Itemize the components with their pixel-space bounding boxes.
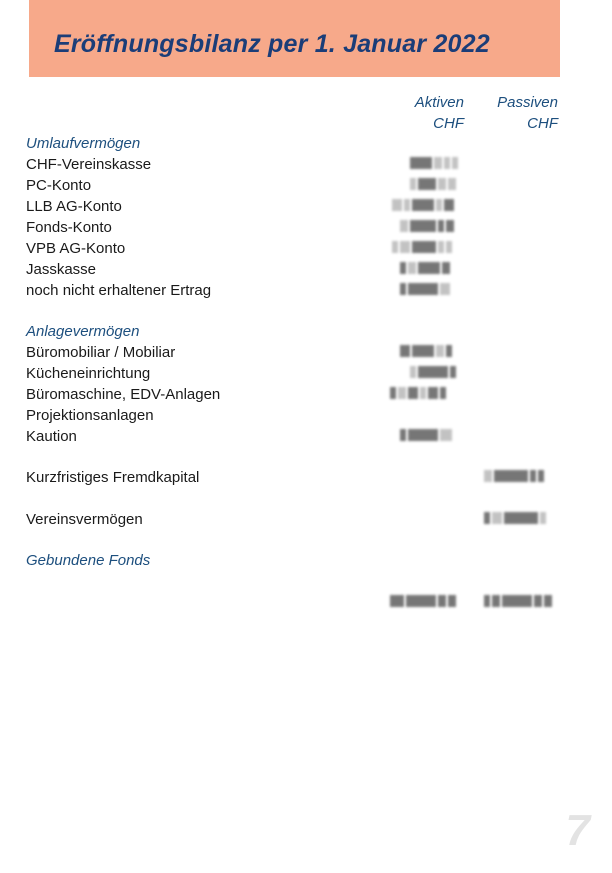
redacted-amount [410, 365, 456, 379]
column-header-passiven-label: Passiven [497, 94, 558, 111]
page-number: 7 [565, 806, 590, 855]
line-item-bueromobiliar: Büromobiliar / Mobiliar [26, 344, 176, 361]
page-title: Eröffnungsbilanz per 1. Januar 2022 [54, 30, 490, 58]
line-item-ertrag: noch nicht erhaltener Ertrag [26, 282, 212, 299]
column-header-passiven [497, 92, 558, 134]
redacted-amount [400, 428, 452, 442]
redacted-amount [484, 469, 544, 483]
line-item-kuecheneinrichtung: Kücheneinrichtung [26, 365, 151, 382]
redacted-amount [400, 344, 452, 358]
line-item-fonds-konto: Fonds-Konto [26, 219, 112, 236]
redacted-amount [410, 156, 458, 170]
redacted-amount [400, 261, 450, 275]
line-item-vpb-konto: VPB AG-Konto [26, 240, 126, 257]
line-item-kaution: Kaution [26, 428, 77, 445]
redacted-amount [410, 177, 456, 191]
redacted-amount [392, 198, 454, 212]
column-header-passiven-currency: CHF [527, 115, 558, 132]
redacted-total-aktiven [390, 594, 456, 608]
redacted-amount [400, 282, 450, 296]
line-item-chf-vereinskasse: CHF-Vereinskasse [26, 156, 152, 173]
column-header-aktiven-currency: CHF [433, 115, 464, 132]
redacted-amount [390, 386, 446, 400]
column-header-aktiven [415, 92, 464, 134]
column-header-aktiven-label: Aktiven [414, 94, 464, 111]
line-item-llb-konto: LLB AG-Konto [26, 198, 122, 215]
redacted-amount [400, 219, 454, 233]
line-item-projektionsanlagen: Projektionsanlagen [26, 407, 154, 424]
line-item-bueromaschine: Büromaschine, EDV-Anlagen [26, 386, 221, 403]
section-heading-anlagevermoegen: Anlagevermögen [26, 323, 140, 340]
line-item-jasskasse: Jasskasse [26, 261, 97, 278]
section-heading-gebundene-fonds: Gebundene Fonds [26, 552, 151, 569]
line-item-fremdkapital: Kurzfristiges Fremdkapital [26, 469, 200, 486]
redacted-total-passiven [484, 594, 552, 608]
line-item-pc-konto: PC-Konto [26, 177, 92, 194]
section-heading-umlaufvermoegen: Umlaufvermögen [26, 135, 141, 152]
redacted-amount [392, 240, 452, 254]
redacted-amount [484, 511, 546, 525]
line-item-vereinsvermoegen: Vereinsvermögen [26, 511, 143, 528]
